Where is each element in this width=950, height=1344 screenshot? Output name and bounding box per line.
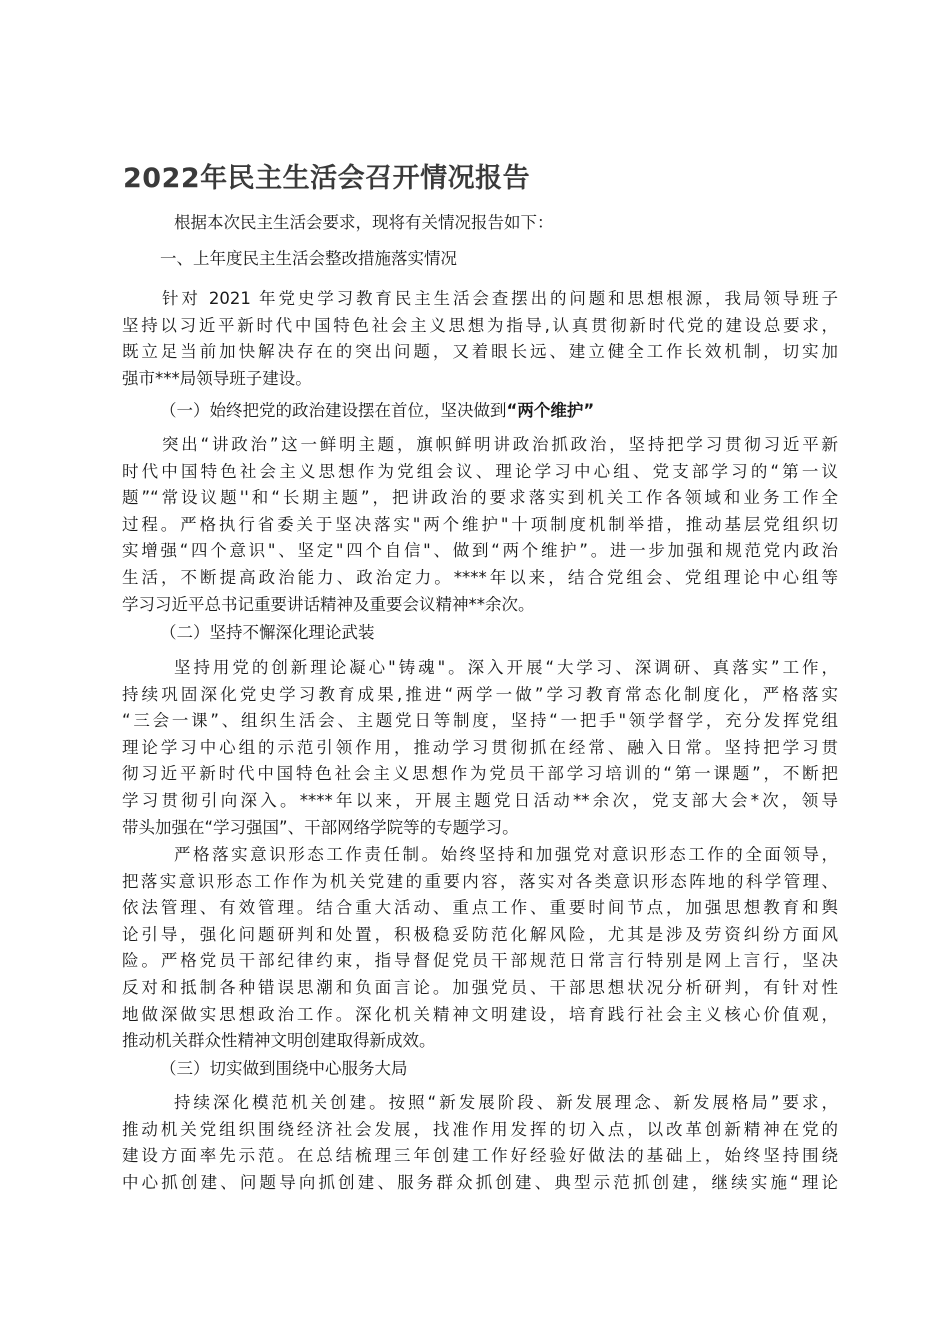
paragraph-line: 地做深做实思想政治工作。深化机关精神文明建设，培育践行社会主义核心价值观， [122, 1004, 838, 1024]
subsection-heading-1-quote: “两个维护” [506, 401, 595, 420]
subsection-heading-2: （二）坚持不懈深化理论武装 [160, 623, 375, 642]
paragraph-line: 时代中国特色社会主义思想作为党组会议、理论学习中心组、党支部学习的“第一议 [122, 461, 838, 481]
paragraph-line: 推动机关党组织围绕经济社会发展，找准作用发挥的切入点，以改革创新精神在党的 [122, 1119, 838, 1139]
paragraph-line: 学习习近平总书记重要讲话精神及重要会议精神**余次。 [122, 594, 535, 614]
paragraph-5 [122, 1090, 838, 1196]
paragraph-line: 针对 2021 年党史学习教育民主生活会查摆出的问题和思想根源，我局领导班子 [162, 289, 838, 308]
paragraph-line: 险。严格党员干部纪律约束，指导督促党员干部规范日常言行特别是网上言行，坚决 [122, 951, 838, 971]
paragraph-line: 把落实意识形态工作作为机关党建的重要内容，落实对各类意识形态阵地的科学管理、 [122, 871, 838, 891]
paragraph-line: 严格落实意识形态工作责任制。始终坚持和加强党对意识形态工作的全面领导， [174, 845, 838, 864]
paragraph-line: 带头加强在“学习强国”、干部网络学院等的专题学习。 [122, 817, 519, 837]
paragraph-3 [122, 655, 838, 841]
paragraph-line: 坚持以习近平新时代中国特色社会主义思想为指导,认真贯彻新时代党的建设总要求， [122, 315, 838, 335]
paragraph-line: 持续深化模范机关创建。按照“新发展阶段、新发展理念、新发展格局”要求， [174, 1093, 838, 1112]
paragraph-line: 实增强“四个意识"、坚定"四个自信"、做到“两个维护”。进一步加强和规范党内政治 [122, 541, 838, 561]
paragraph-line: 建设方面率先示范。在总结梳理三年创建工作好经验好做法的基础上，始终坚持围绕 [122, 1146, 838, 1166]
paragraph-4 [122, 842, 838, 1055]
paragraph-1 [122, 286, 838, 392]
paragraph-line: 既立足当前加快解决存在的突出问题，又着眼长远、建立健全工作长效机制，切实加 [122, 342, 838, 362]
paragraph-line: 题”“常设议题''和“长期主题”，把讲政治的要求落实到机关工作各领域和业务工作全 [122, 488, 838, 508]
paragraph-line: 依法管理、有效管理。结合重大活动、重点工作、重要时间节点，加强思想教育和舆 [122, 898, 838, 918]
document-title: 2022年民主生活会召开情况报告 [123, 163, 531, 194]
paragraph-line: 强市***局领导班子建设。 [122, 368, 312, 388]
subsection-heading-1 [160, 398, 594, 424]
paragraph-line: 彻习近平新时代中国特色社会主义思想作为党员干部学习培训的“第一课题”，不断把 [122, 764, 838, 784]
paragraph-line: 持续巩固深化党史学习教育成果,推进“两学一做”学习教育常态化制度化，严格落实 [122, 684, 838, 704]
paragraph-2 [122, 432, 838, 618]
paragraph-line: 论引导，强化问题研判和处置，积极稳妥防范化解风险，尤其是涉及劳资纠纷方面风 [122, 924, 838, 944]
paragraph-line: 理论学习中心组的示范引领作用，推动学习贯彻抓在经常、融入日常。坚持把学习贯 [122, 737, 838, 757]
paragraph-line: 反对和抵制各种错误思潮和负面言论。加强党员、干部思想状况分析研判，有针对性 [122, 977, 838, 997]
subsection-heading-1-prefix: （一）始终把党的政治建设摆在首位，坚决做到 [160, 401, 507, 420]
intro-paragraph: 根据本次民主生活会要求，现将有关情况报告如下： [174, 213, 554, 232]
paragraph-line: 过程。严格执行省委关于坚决落实"两个维护"十项制度机制举措，推动基层党组织切 [122, 514, 838, 534]
section-heading-1: 一、上年度民主生活会整改措施落实情况 [160, 249, 457, 268]
subsection-heading-3: （三）切实做到围绕中心服务大局 [160, 1059, 408, 1078]
paragraph-line: 坚持用党的创新理论凝心"铸魂"。深入开展“大学习、深调研、真落实”工作， [174, 658, 838, 677]
paragraph-line: 推动机关群众性精神文明创建取得新成效。 [122, 1031, 436, 1051]
paragraph-line: 突出“讲政治”这一鲜明主题，旗帜鲜明讲政治抓政治，坚持把学习贯彻习近平新 [162, 435, 838, 454]
paragraph-line: 学习贯彻引向深入。****年以来，开展主题党日活动**余次，党支部大会*次，领导 [122, 790, 838, 810]
paragraph-line: 中心抓创建、问题导向抓创建、服务群众抓创建、典型示范抓创建，继续实施“理论 [122, 1172, 838, 1192]
paragraph-line: 生活，不断提高政治能力、政治定力。****年以来，结合党组会、党组理论中心组等 [122, 567, 838, 587]
paragraph-line: “三会一课”、组织生活会、主题党日等制度，坚持“一把手"领学督学，充分发挥党组 [122, 711, 838, 731]
